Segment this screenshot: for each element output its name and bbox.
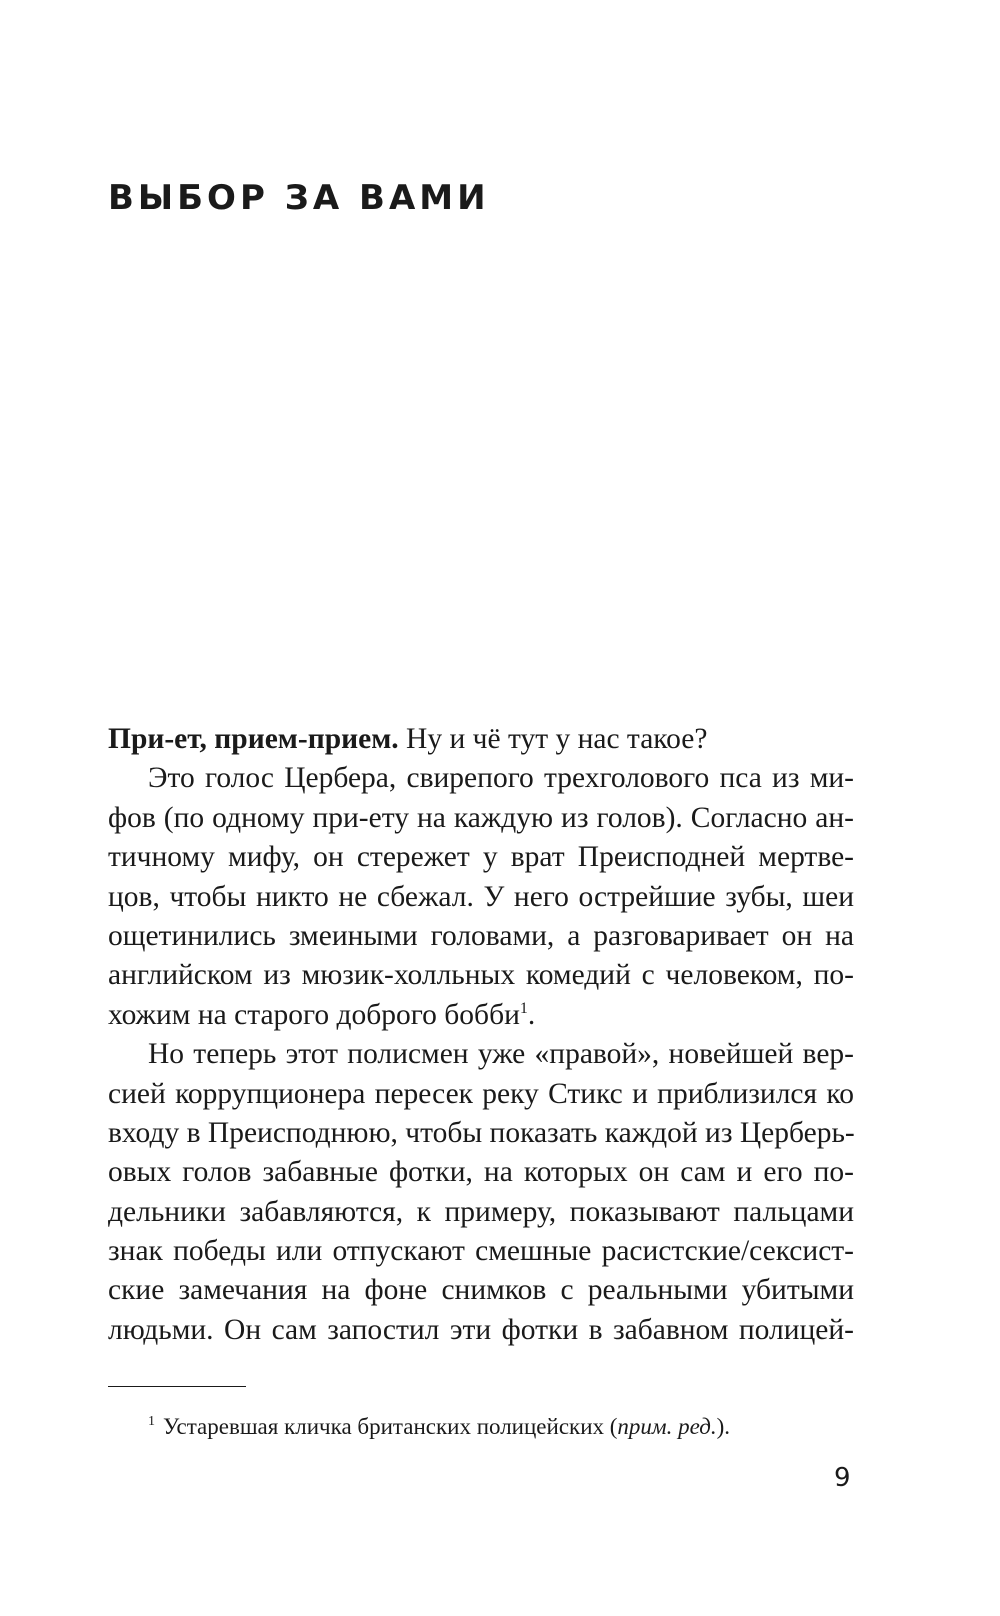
footnote (148, 1412, 730, 1442)
footnote-divider (108, 1386, 246, 1387)
footnote-text: Устаревшая кличка британских полицейских ( (163, 1414, 618, 1439)
paragraph-1 (108, 720, 854, 759)
paragraph-3-line: сией коррупционера пересек реку Стикс и приблизился ко (108, 1077, 854, 1110)
paragraph-2-period: . (527, 998, 536, 1031)
body-text (108, 720, 854, 1350)
paragraph-2-last-text: хожим на старого доброго бобби (108, 998, 520, 1031)
paragraph-2-line: английском из мюзик-холльных комедий с человеком, по- (108, 959, 854, 992)
paragraph-3-line: дельники забавляются, к примеру, показывают пальцами (108, 1195, 854, 1228)
footnote-reference[interactable]: 1 (519, 999, 528, 1017)
paragraph-2-line: цов, чтобы никто не сбежал. У него острейшие зубы, шеи (108, 880, 854, 913)
paragraph-3-line: Но теперь этот полисмен уже «правой», новейшей вер- (148, 1038, 854, 1071)
paragraph-2-line: тичному мифу, он стережет у врат Преисподней мертве- (108, 841, 854, 874)
paragraph-2-last-line (108, 996, 854, 1035)
page-number: 9 (834, 1463, 851, 1493)
footnote-number: 1 (148, 1414, 155, 1429)
footnote-end: ). (716, 1414, 731, 1439)
paragraph-3-line: овых голов забавные фотки, на которых он сам и его по- (108, 1156, 854, 1189)
paragraph-3-line: ские замечания на фоне снимков с реальными убитыми (108, 1274, 854, 1307)
paragraph-1-rest: Ну и чё тут у нас такое? (398, 723, 708, 755)
paragraph-3-line: знак победы или отпускают смешные расистские/сексист- (108, 1235, 854, 1268)
paragraph-3-line: людьми. Он сам запостил эти фотки в забавном полицей- (108, 1313, 854, 1346)
paragraph-3-line: входу в Преисподнюю, чтобы показать каждой из Церберь- (108, 1116, 855, 1149)
paragraph-2-line: фов (по одному при-ету на каждую из голов). Согласно ан- (108, 801, 854, 834)
chapter-title: ВЫБОР ЗА ВАМИ (108, 178, 490, 218)
footnote-italic-note: прим. ред. (617, 1414, 717, 1439)
paragraph-2-line: Это голос Цербера, свирепого трехголового пса из ми- (148, 762, 854, 795)
paragraph-2-line: ощетинились змеиными головами, а разговаривает он на (108, 919, 854, 952)
paragraph-1-bold-lead: При-ет, прием-прием. (108, 723, 399, 755)
